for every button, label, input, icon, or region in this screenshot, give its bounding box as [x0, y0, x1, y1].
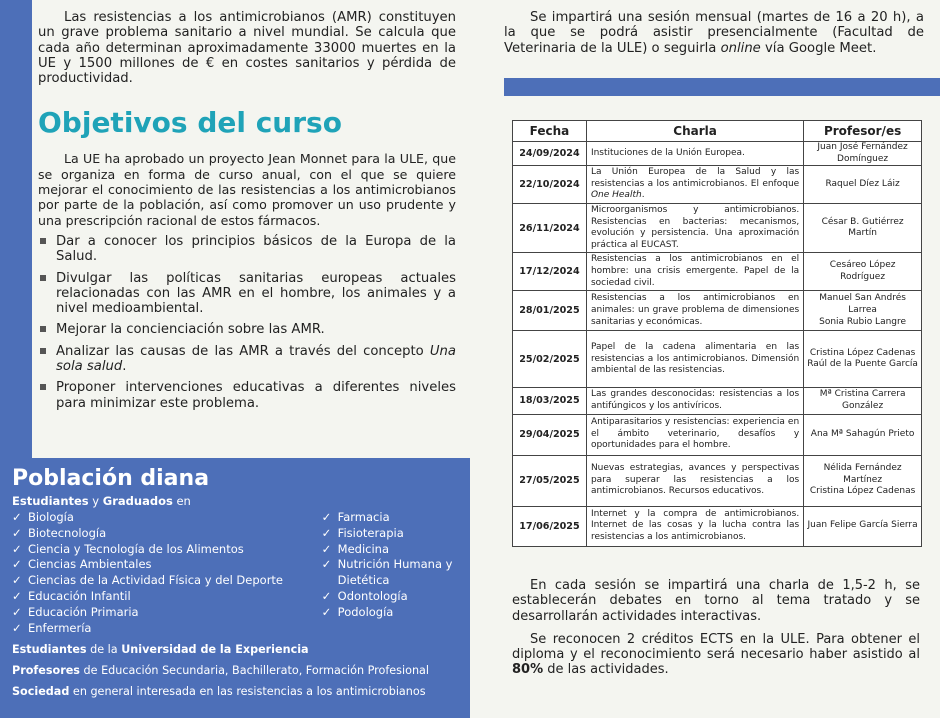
list-item: ✓ Fisioterapia — [321, 525, 404, 540]
header-teacher: Profesor/es — [804, 121, 922, 142]
row-talk: Resistencias a los antimicrobianos en el hombre: una crisis emergente. Papel de la sociedad civil. — [586, 253, 803, 291]
checkmark-icon: ✓ — [12, 604, 22, 619]
list-item: ✓ Educación Infantil — [12, 588, 131, 603]
population-line-society: Sociedad en general interesada en las resistencias a los antimicrobianos — [12, 685, 426, 699]
objectives-title: Objetivos del curso — [38, 106, 342, 140]
row-teacher: Cesáreo López Rodríguez — [804, 253, 922, 291]
row-teacher: Nélida Fernández Martínez Cristina López Cadenas — [804, 455, 922, 506]
table-row — [513, 506, 922, 546]
table-row — [513, 455, 922, 506]
closing-paragraph-1: En cada sesión se impartirá una charla de 1,5-2 h, se establecerán debates en torno al tema tratado y se desarrollarán actividades interactivas. — [512, 578, 920, 624]
row-teacher: Cristina López Cadenas Raúl de la Puente García — [804, 331, 922, 388]
row-date: 29/04/2025 — [513, 414, 587, 455]
square-bullet-icon — [40, 384, 46, 390]
list-item: ✓ Biología — [12, 510, 74, 524]
row-date: 18/03/2025 — [513, 388, 587, 414]
square-bullet-icon — [40, 348, 46, 354]
degree-list-right — [322, 510, 458, 636]
degree-list-left — [12, 510, 322, 636]
table-row — [513, 166, 922, 204]
list-item: ✓ Podología — [321, 604, 394, 619]
right-column — [504, 10, 924, 56]
list-item: ✓ Farmacia — [321, 510, 390, 524]
right-accent-bar — [504, 78, 940, 96]
row-teacher: Raquel Díez Láiz — [804, 166, 922, 204]
list-item: ✓ Medicina — [321, 541, 390, 556]
table-row — [513, 253, 922, 291]
population-title: Población diana — [12, 466, 210, 491]
table-row — [513, 331, 922, 388]
list-item: ✓ Biotecnología — [12, 525, 107, 540]
row-teacher: César B. Gutiérrez Martín — [804, 203, 922, 252]
table-row — [513, 203, 922, 252]
row-date: 17/12/2024 — [513, 253, 587, 291]
left-accent-bar — [0, 0, 32, 460]
population-line-experience: Estudiantes de la Universidad de la Experiencia — [12, 643, 309, 657]
list-item: ✓ Enfermería — [12, 620, 92, 635]
checkmark-icon: ✓ — [321, 525, 332, 540]
square-bullet-icon — [40, 326, 46, 332]
row-talk: Instituciones de la Unión Europea. — [586, 142, 803, 166]
table-header-row — [513, 121, 922, 142]
row-talk: Papel de la cadena alimentaria en las resistencias a los antimicrobianos. Dimensión ambiental de las resistencias. — [586, 331, 803, 388]
checkmark-icon: ✓ — [12, 510, 22, 524]
left-column — [38, 10, 456, 417]
square-bullet-icon — [40, 238, 46, 244]
list-item: ✓ Ciencias de la Actividad Física y del Deporte — [12, 573, 284, 588]
list-item: Dar a conocer los principios básicos de la Europa de la Salud. — [38, 234, 456, 265]
header-date: Fecha — [513, 121, 587, 142]
checkmark-icon: ✓ — [12, 573, 22, 588]
objectives-intro: La UE ha aprobado un proyecto Jean Monnet para la ULE, que se organiza en forma de curso anual, con el que se quiere mejorar el conocimiento de las resistencias a los antimicrobianos por parte de la población, así como promover un uso prudente y una prescripción racional de estos fármacos. — [38, 151, 456, 228]
row-teacher: Mª Cristina Carrera González — [804, 388, 922, 414]
target-population-panel — [0, 458, 470, 718]
list-item: ✓ Ciencia y Tecnología de los Alimentos — [12, 541, 244, 556]
row-date: 27/05/2025 — [513, 455, 587, 506]
row-date: 28/01/2025 — [513, 291, 587, 331]
list-item: Divulgar las políticas sanitarias europeas actuales relacionadas con las AMR en el hombre, los animales y a nivel medioambiental. — [38, 271, 456, 317]
checkmark-icon: ✓ — [321, 604, 332, 619]
row-teacher: Manuel San Andrés Larrea Sonia Rubio Langre — [804, 291, 922, 331]
list-item: ✓ Odontología — [321, 588, 408, 603]
list-item: Mejorar la concienciación sobre las AMR. — [38, 322, 456, 337]
population-students-heading: Estudiantes y Graduados en — [12, 494, 191, 508]
row-talk: Internet y la compra de antimicrobianos. Internet de las cosas y la lucha contra las resistencias a los antimicrobianos. — [586, 506, 803, 546]
closing-text — [512, 578, 920, 686]
row-teacher: Juan Felipe García Sierra — [804, 506, 922, 546]
checkmark-icon: ✓ — [321, 510, 332, 524]
schedule-table — [512, 120, 922, 547]
table-row — [513, 414, 922, 455]
checkmark-icon: ✓ — [12, 541, 22, 556]
checkmark-icon: ✓ — [12, 557, 22, 572]
row-talk: Resistencias a los antimicrobianos en animales: un grave problema de dimensiones sanitarias y económicas. — [586, 291, 803, 331]
row-date: 25/02/2025 — [513, 331, 587, 388]
header-talk: Charla — [586, 121, 803, 142]
row-date: 17/06/2025 — [513, 506, 587, 546]
checkmark-icon: ✓ — [321, 588, 332, 603]
square-bullet-icon — [40, 275, 46, 281]
checkmark-icon: ✓ — [12, 588, 22, 603]
table-row — [513, 388, 922, 414]
degree-columns — [12, 510, 458, 636]
objectives-list — [38, 234, 456, 411]
row-talk: Nuevas estrategias, avances y perspectivas para superar las resistencias a los antimicrobianos. Recursos educativos. — [586, 455, 803, 506]
row-talk: La Unión Europea de la Salud y las resistencias a los antimicrobianos. El enfoque One Health. — [586, 166, 803, 204]
row-talk: Las grandes desconocidas: resistencias a los antifúngicos y los antivíricos. — [586, 388, 803, 414]
list-item: Analizar las causas de las AMR a través del concepto Una sola salud. — [38, 344, 456, 375]
list-item: ✓ Ciencias Ambientales — [12, 557, 152, 572]
row-teacher: Ana Mª Sahagún Prieto — [804, 414, 922, 455]
intro-paragraph: Las resistencias a los antimicrobianos (AMR) constituyen un grave problema sanitario a nivel mundial. Se calcula que cada año determinan aproximadamente 33000 muertes en la UE y 1500 millones de € en costes sanitarios y pérdida de productividad. — [38, 10, 456, 87]
population-line-teachers: Profesores de Educación Secundaria, Bachillerato, Formación Profesional — [12, 664, 430, 678]
row-talk: Antiparasitarios y resistencias: experiencia en el ámbito veterinario, desafíos y oportunidades para el hombre. — [586, 414, 803, 455]
row-teacher: Juan José Fernández Domínguez — [804, 142, 922, 166]
session-info: Se impartirá una sesión mensual (martes de 16 a 20 h), a la que se podrá asistir presencialmente (Facultad de Veterinaria de la ULE) o seguirla online vía Google Meet. — [504, 10, 924, 56]
table-row — [513, 142, 922, 166]
list-item: Proponer intervenciones educativas a diferentes niveles para minimizar este problema. — [38, 380, 456, 411]
row-date: 22/10/2024 — [513, 166, 587, 204]
list-item: ✓ Educación Primaria — [12, 604, 139, 619]
row-date: 26/11/2024 — [513, 203, 587, 252]
checkmark-icon: ✓ — [321, 557, 332, 572]
table-row — [513, 291, 922, 331]
checkmark-icon: ✓ — [12, 525, 22, 540]
row-date: 24/09/2024 — [513, 142, 587, 166]
closing-paragraph-2: Se reconocen 2 créditos ECTS en la ULE. Para obtener el diploma y el reconocimiento será necesario haber asistido al 80% de las actividades. — [512, 631, 920, 678]
checkmark-icon: ✓ — [321, 541, 332, 556]
row-talk: Microorganismos y antimicrobianos. Resistencias en bacterias: mecanismos, evolución y persistencia. Una aproximación práctica al EUCAST. — [586, 203, 803, 252]
checkmark-icon: ✓ — [12, 620, 22, 635]
list-item: ✓ Nutrición Humana y Dietética — [321, 557, 453, 588]
